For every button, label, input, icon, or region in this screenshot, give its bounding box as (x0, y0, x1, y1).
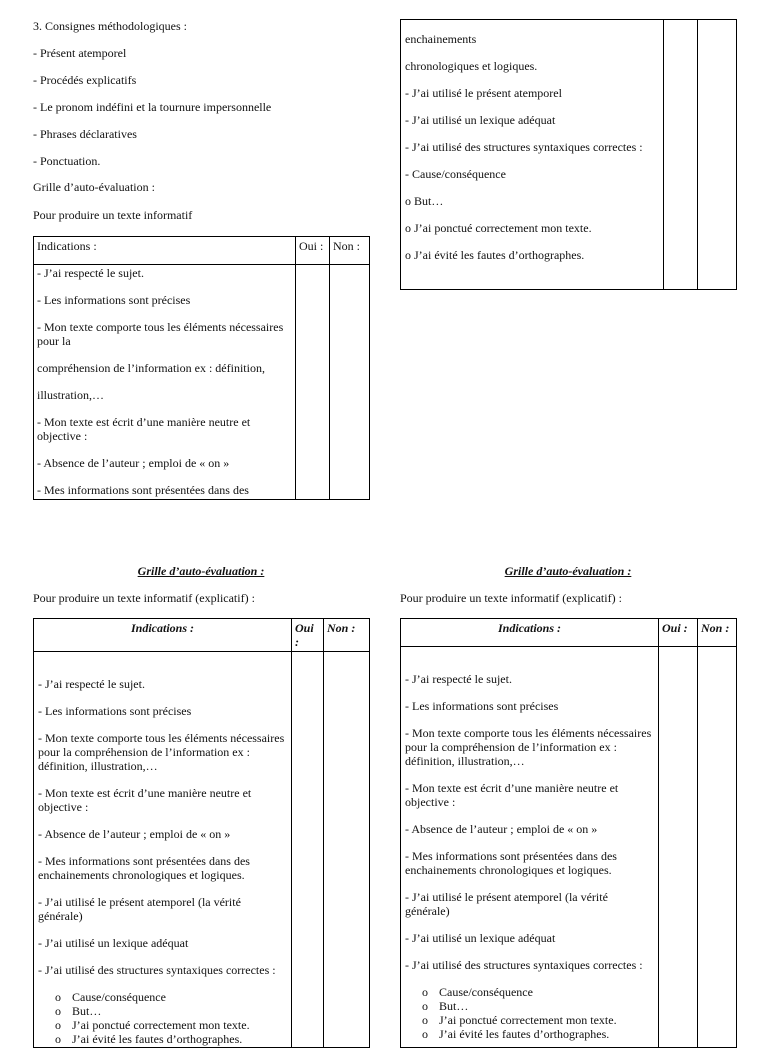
sub-list-item: o But… (439, 999, 654, 1013)
list-item: - J’ai utilisé un lexique adéquat (405, 113, 556, 127)
list-item: - Les informations sont précises (37, 293, 191, 307)
list-item: compréhension de l’information ex : définition, (37, 361, 265, 375)
sub-list-item: o Cause/conséquence (72, 990, 287, 1004)
sub-list-item: o J’ai évité les fautes d’orthographes. (72, 1032, 287, 1046)
list-item: - J’ai utilisé le présent atemporel (la vérité générale) (405, 890, 608, 918)
consigne-item: - Procédés explicatifs (33, 73, 137, 87)
sub-list (405, 985, 654, 1041)
header-oui: Oui : (659, 619, 698, 647)
heading-consignes: 3. Consignes méthodologiques : (33, 19, 187, 33)
bottom-right-table (400, 618, 737, 1048)
list-item: - J’ai utilisé le présent atemporel (405, 86, 562, 100)
non-cell (324, 652, 370, 1048)
oui-cell (296, 265, 330, 500)
indications-cell (34, 652, 292, 1048)
consigne-item: - Présent atemporel (33, 46, 127, 60)
consigne-item: - Le pronom indéfini et la tournure impersonnelle (33, 100, 272, 114)
list-item: - Mon texte comporte tous les éléments nécessaires pour la compréhension de l’information ex : définition, illustration,… (405, 726, 652, 768)
oui-cell (292, 652, 324, 1048)
list-item: - J’ai utilisé un lexique adéquat (405, 931, 556, 945)
top-right-table (400, 19, 737, 290)
bottom-left-subtitle: Pour produire un texte informatif (explicatif) : (33, 591, 255, 605)
sub-list (38, 990, 287, 1046)
list-item: - Mon texte est écrit d’une manière neutre et objective : (37, 415, 251, 443)
list-item: chronologiques et logiques. (405, 59, 538, 73)
list-item: - J’ai utilisé un lexique adéquat (38, 936, 189, 950)
list-item: - J’ai utilisé des structures syntaxiques correctes : (405, 958, 643, 972)
sub-list-item: o J’ai évité les fautes d’orthographes. (439, 1027, 654, 1041)
list-item: o J’ai ponctué correctement mon texte. (405, 221, 592, 235)
non-cell (698, 20, 737, 290)
list-item: enchainements (405, 32, 477, 46)
oui-cell (659, 647, 698, 1048)
bottom-left-table (33, 618, 370, 1048)
list-item: - Cause/conséquence (405, 167, 506, 181)
list-item: - J’ai respecté le sujet. (38, 677, 145, 691)
list-item: - J’ai utilisé des structures syntaxiques correctes : (405, 140, 643, 154)
list-item: - Mon texte comporte tous les éléments nécessaires pour la (37, 320, 284, 348)
consigne-item: - Ponctuation. (33, 154, 101, 168)
sub-list-item: o Cause/conséquence (439, 985, 654, 999)
oui-cell (664, 20, 698, 290)
list-item: - Mon texte est écrit d’une manière neutre et objective : (405, 781, 619, 809)
header-non: Non : (324, 619, 370, 652)
header-indications: Indications : (34, 619, 292, 652)
grid-heading: Grille d’auto-évaluation : (33, 180, 155, 194)
list-item: - Mes informations sont présentées dans des (37, 483, 249, 497)
list-item: - Mes informations sont présentées dans des enchainements chronologiques et logiques. (405, 849, 617, 877)
indications-cell (34, 265, 296, 500)
list-item: - Mes informations sont présentées dans des enchainements chronologiques et logiques. (38, 854, 250, 882)
list-item: - Mon texte comporte tous les éléments nécessaires pour la compréhension de l’information ex : définition, illustration,… (38, 731, 285, 773)
list-item: - Mon texte est écrit d’une manière neutre et objective : (38, 786, 252, 814)
top-left-table (33, 236, 370, 500)
header-non: Non : (698, 619, 737, 647)
non-cell (698, 647, 737, 1048)
list-item: - Absence de l’auteur ; emploi de « on » (405, 822, 598, 836)
list-item: o But… (405, 194, 444, 208)
list-item: - J’ai utilisé le présent atemporel (la vérité générale) (38, 895, 241, 923)
consigne-item: - Phrases déclaratives (33, 127, 137, 141)
list-item: - Les informations sont précises (405, 699, 559, 713)
list-item: o J’ai évité les fautes d’orthographes. (405, 248, 585, 262)
list-item: - Absence de l’auteur ; emploi de « on » (37, 456, 230, 470)
list-item: illustration,… (37, 388, 104, 402)
indications-cell (401, 647, 659, 1048)
non-cell (330, 265, 370, 500)
grid-subheading: Pour produire un texte informatif (33, 208, 193, 222)
list-item: - Absence de l’auteur ; emploi de « on » (38, 827, 231, 841)
header-indications: Indications : (401, 619, 659, 647)
list-item: - J’ai respecté le sujet. (405, 672, 512, 686)
header-oui: Oui : (296, 237, 330, 265)
bottom-right-title: Grille d’auto-évaluation : (504, 564, 632, 578)
header-non: Non : (330, 237, 370, 265)
indications-cell (401, 20, 664, 290)
header-indications: Indications : (34, 237, 296, 265)
list-item: - J’ai respecté le sujet. (37, 266, 144, 280)
header-oui: Oui : (292, 619, 324, 652)
sub-list-item: o But… (72, 1004, 287, 1018)
bottom-left-title: Grille d’auto-évaluation : (137, 564, 265, 578)
sub-list-item: o J’ai ponctué correctement mon texte. (439, 1013, 654, 1027)
list-item: - Les informations sont précises (38, 704, 192, 718)
bottom-right-subtitle: Pour produire un texte informatif (explicatif) : (400, 591, 622, 605)
list-item: - J’ai utilisé des structures syntaxiques correctes : (38, 963, 276, 977)
sub-list-item: o J’ai ponctué correctement mon texte. (72, 1018, 287, 1032)
